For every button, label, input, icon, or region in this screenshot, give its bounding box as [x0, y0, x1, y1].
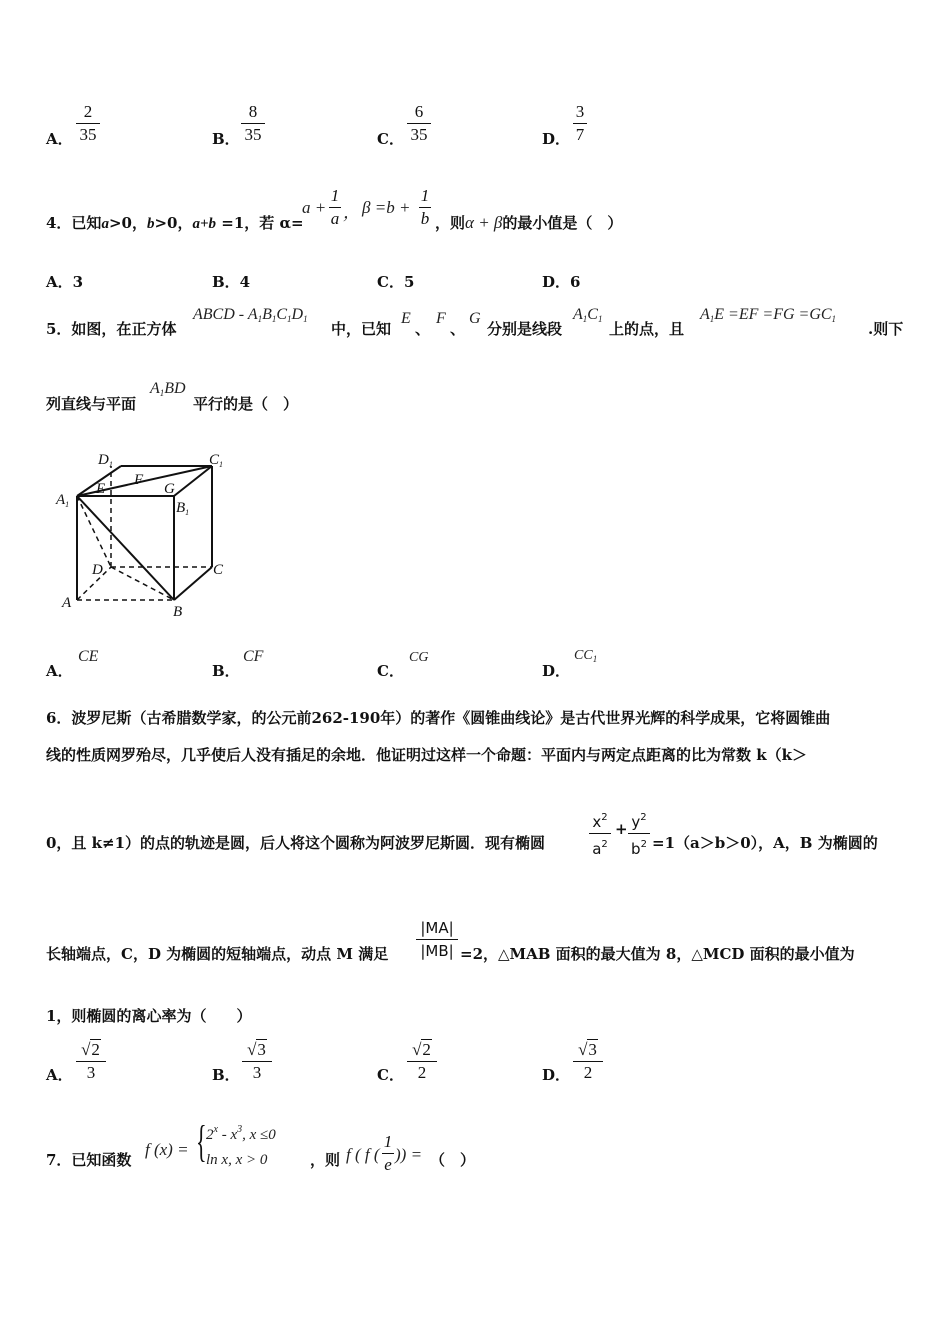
q6-option-b-fraction: √3 3	[242, 1040, 272, 1083]
q5-point-e: E	[401, 310, 411, 327]
q5-plane: $A_1BD$	[150, 380, 186, 398]
q5-sep2: 、	[450, 320, 466, 338]
q5-segment: $A_1C_1$	[573, 306, 603, 324]
q3-option-d-fraction: 3 7	[573, 102, 587, 145]
q6-line5: 1，则椭圆的离心率为（ ）	[46, 1007, 252, 1025]
q4-beta-fraction: 1 b	[420, 186, 430, 228]
q7-prefix: 7．已知函数	[46, 1151, 132, 1169]
edge-d-b	[111, 567, 174, 600]
diagonal-a1-b	[77, 496, 174, 600]
q7-fx: f (x) =	[145, 1140, 189, 1159]
label-c1: $C_1$	[209, 452, 224, 469]
q6-option-a-label: A．	[46, 1066, 73, 1084]
q4-option-b: B．4	[212, 273, 251, 291]
label-a1: $A_1$	[56, 492, 70, 509]
q4-stem: 4．已知a>0，b>0，a+b =1，若 α=	[46, 214, 304, 232]
q7-mid: ，则	[310, 1151, 341, 1169]
label-a: A	[62, 595, 72, 611]
q5-line1-prefix: 5．如图，在正方体	[46, 320, 177, 338]
q4-option-d: D．6	[542, 273, 581, 291]
q4-alpha-expr: a +	[302, 198, 327, 217]
q3-option-a-label: A．	[46, 130, 73, 148]
q5-line2-suffix: 平行的是（ ）	[193, 395, 299, 413]
q5-mid1: 中，已知	[331, 320, 392, 338]
q5-option-d-math: $CC_1$	[574, 648, 598, 664]
q6-line2: 线的性质网罗殆尽，几乎使后人没有插足的余地．他证明过这样一个命题：平面内与两定点距离的比为常数 k（k＞	[46, 746, 808, 764]
label-d: D	[92, 562, 103, 578]
q5-option-a-math: CE	[78, 648, 99, 665]
q6-plus: +	[615, 820, 628, 838]
q3-option-c-label: C．	[377, 130, 404, 148]
q7-nested-call: f ( f (	[346, 1145, 380, 1164]
q7-case-2: ln x, x > 0	[206, 1152, 268, 1168]
q3-option-c-fraction: 6 35	[407, 102, 431, 145]
q5-point-f: F	[436, 310, 446, 327]
label-f: F	[134, 472, 144, 488]
q6-ratio-fraction: |MA| |MB|	[416, 918, 458, 961]
label-e: E	[96, 481, 106, 497]
q5-option-c-math: CG	[409, 650, 429, 665]
q5-point-g: G	[469, 310, 481, 327]
q3-option-b-label: B．	[212, 130, 240, 148]
label-c: C	[213, 562, 224, 578]
cube-figure	[52, 444, 242, 624]
q6-line4-pre: 长轴端点，C，D 为椭圆的短轴端点，动点 M 满足	[46, 945, 389, 963]
q6-line1: 6．波罗尼斯（古希腊数学家，的公元前262-190年）的著作《圆锥曲线论》是古代世界光辉的科学成果，它将圆锥曲	[46, 709, 831, 727]
q6-option-c-label: C．	[377, 1066, 404, 1084]
q6-ellipse-y-term: $y^2$ $b^2$	[628, 808, 650, 859]
q7-suffix: （ ）	[430, 1151, 476, 1169]
q5-option-b-math: CF	[243, 648, 264, 665]
q6-line3-post: =1（a＞b＞0），A，B 为椭圆的	[652, 834, 878, 852]
q3-option-a-fraction: 2 35	[76, 102, 100, 145]
q4-alpha-fraction: 1 a	[330, 186, 340, 228]
q3-option-b-fraction: 8 35	[241, 102, 265, 145]
q6-option-d-fraction: √3 2	[573, 1040, 603, 1083]
q5-line1-end: .则下	[868, 320, 904, 338]
label-b: B	[173, 604, 183, 620]
label-b1: $B_1$	[176, 500, 190, 517]
q5-option-c-label: C．	[377, 662, 404, 680]
q5-equal-parts: $A_1E =EF =FG =GC_1$	[700, 306, 837, 324]
q7-one-over-e: 1 e	[383, 1132, 393, 1174]
q6-ellipse-x-term: $x^2$ $a^2$	[589, 808, 611, 859]
q7-case-1: $2^x - x^3$, x ≤0	[206, 1124, 276, 1143]
label-d1: $D_1$	[98, 452, 113, 469]
q5-mid2: 分别是线段	[487, 320, 563, 338]
q7-brace: {	[196, 1117, 207, 1166]
q5-option-b-label: B．	[212, 662, 240, 680]
q6-option-c-fraction: √2 2	[407, 1040, 437, 1083]
q6-option-d-label: D．	[542, 1066, 571, 1084]
q6-option-b-label: B．	[212, 1066, 240, 1084]
q4-option-a: A．3	[46, 273, 84, 291]
q5-option-d-label: D．	[542, 662, 571, 680]
q5-cube-name: ABCD - $A_1B_1C_1D_1$	[193, 306, 308, 324]
q6-option-a-fraction: √2 3	[76, 1040, 106, 1083]
edge-a1-d	[77, 496, 111, 567]
q4-option-c: C．5	[377, 273, 415, 291]
label-g: G	[164, 481, 175, 497]
q6-line3-pre: 0，且 k≠1）的点的轨迹是圆，后人将这个圆称为阿波罗尼斯圆．现有椭圆	[46, 834, 546, 852]
q5-mid3: 上的点，且	[609, 320, 685, 338]
q4-suffix: ，则α + β的最小值是（ ）	[435, 213, 623, 232]
q3-option-d-label: D．	[542, 130, 571, 148]
q6-line4-post: =2，△MAB 面积的最大值为 8，△MCD 面积的最小值为	[460, 945, 855, 963]
edge-b-c	[174, 567, 212, 600]
q4-beta-expr: β =b +	[362, 198, 411, 217]
q5-sep1: 、	[415, 320, 431, 338]
q5-option-a-label: A．	[46, 662, 73, 680]
q4-comma: ，	[343, 203, 360, 222]
q7-nested-close: )) =	[395, 1145, 423, 1164]
q5-line2-prefix: 列直线与平面	[46, 395, 137, 413]
